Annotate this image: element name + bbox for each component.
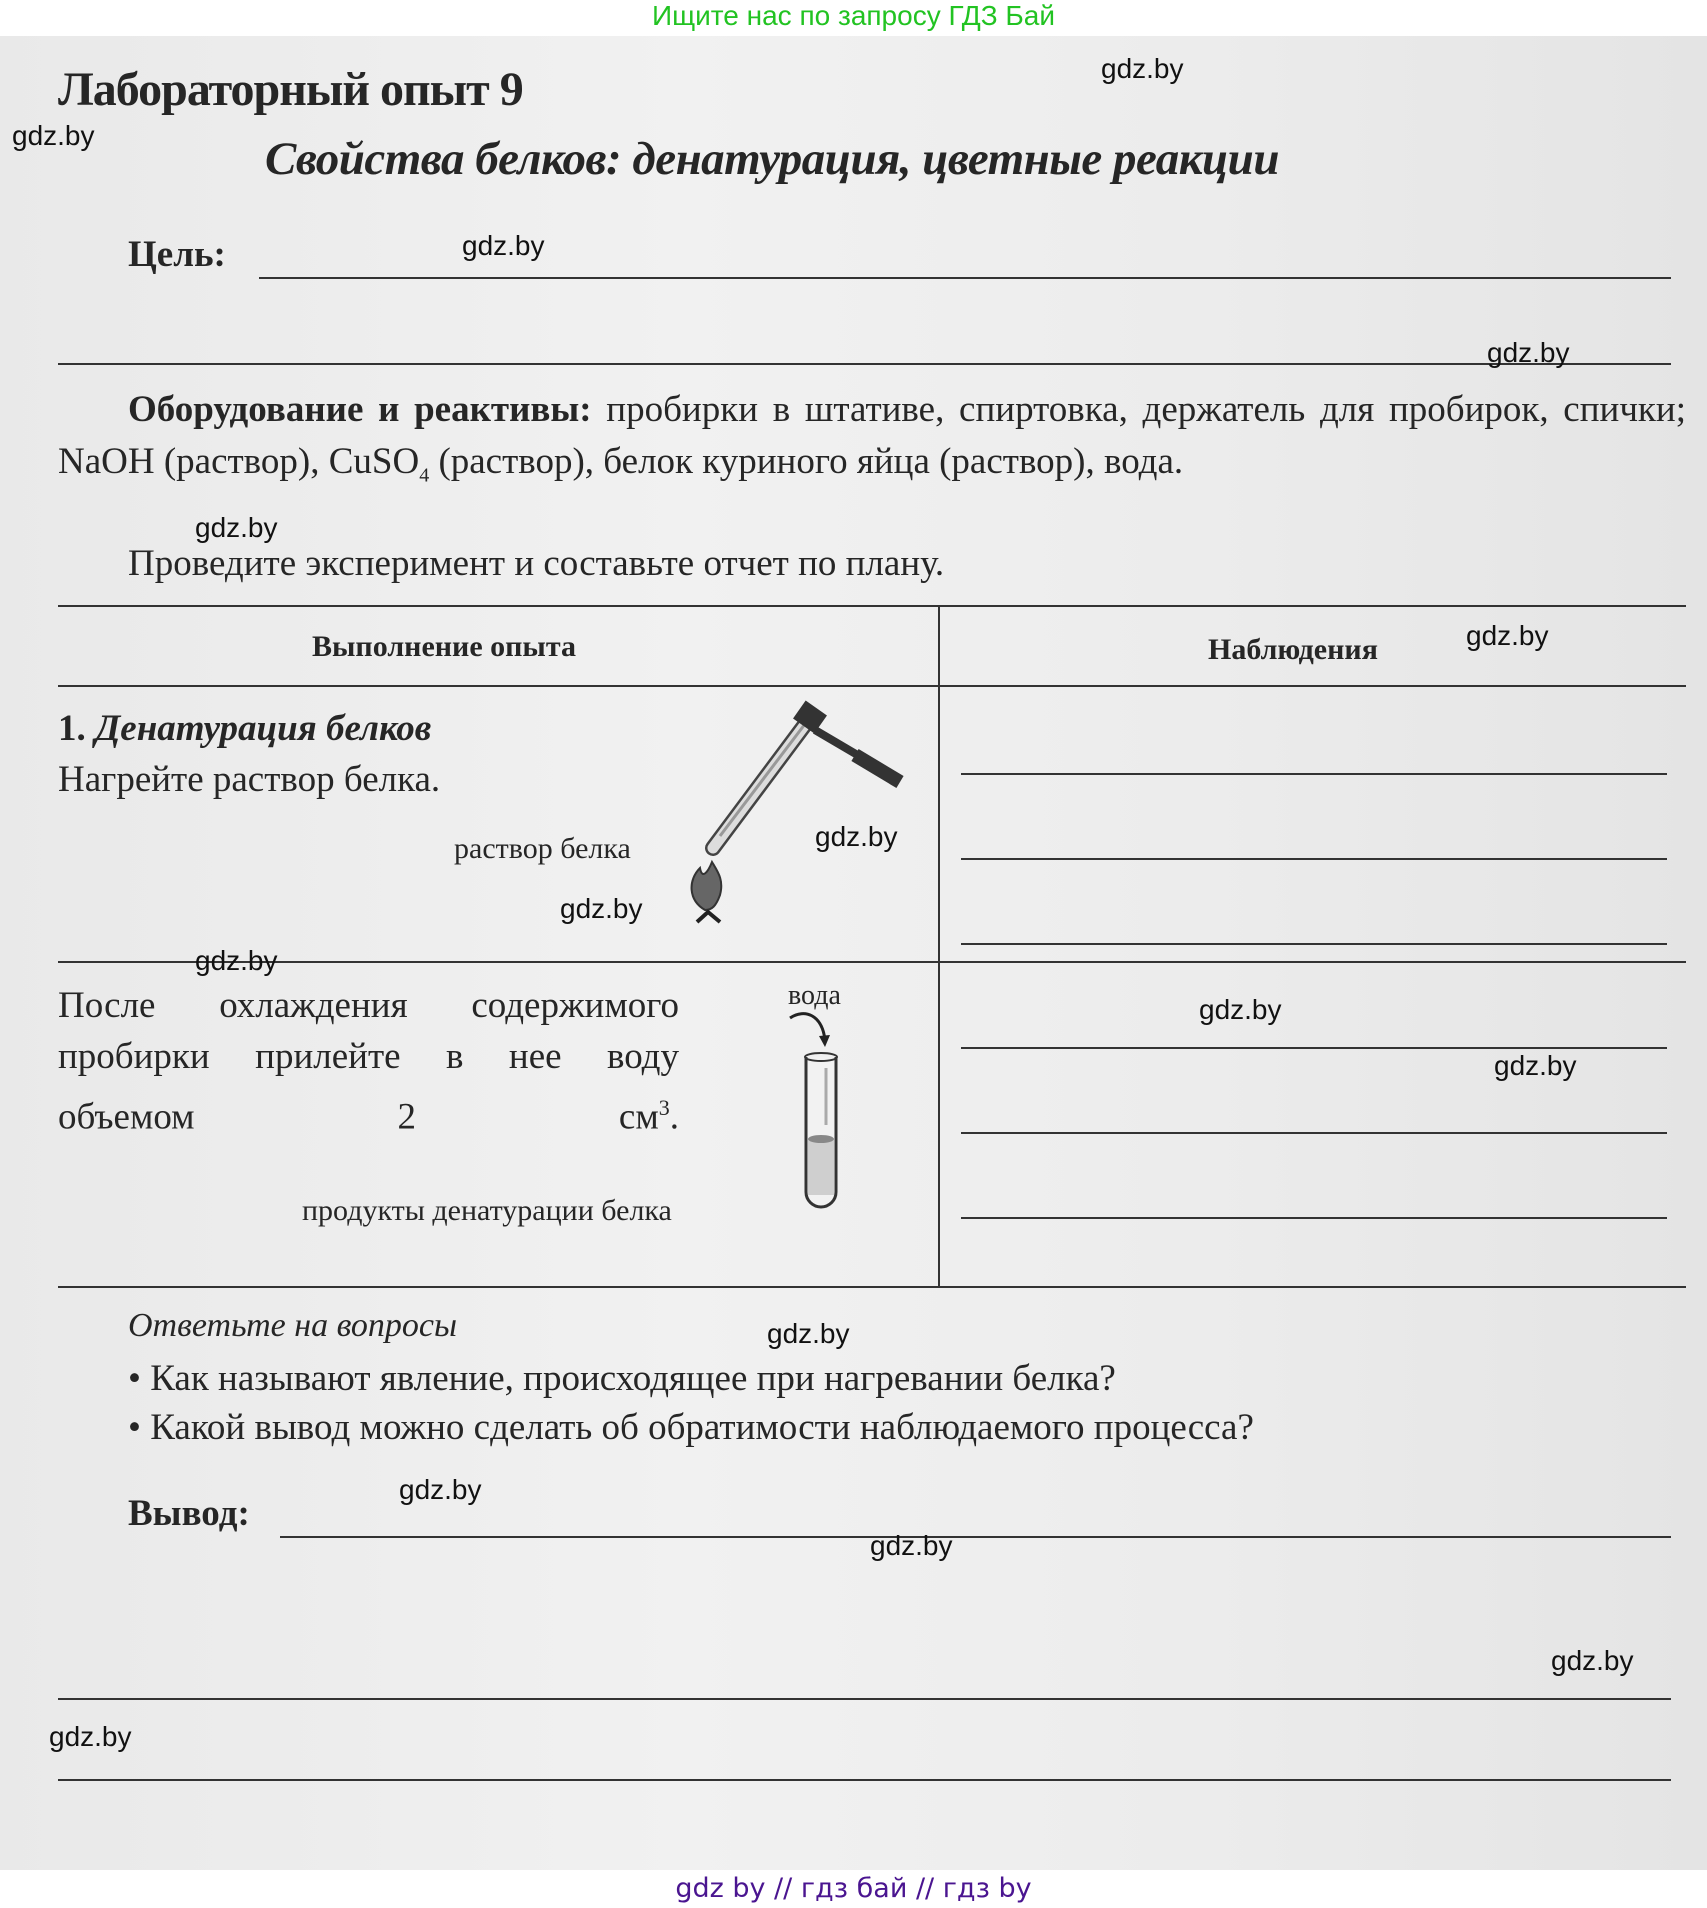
instruction-text: Проведите эксперимент и составьте отчет по плану. xyxy=(128,543,945,584)
row2-end: . xyxy=(669,1096,679,1138)
curved-arrow-icon xyxy=(790,1014,830,1047)
row2-body: После охлаждения содержимого пробирки прилейте в нее воду объемом 2 см xyxy=(58,985,679,1138)
watermark: gdz.by xyxy=(1466,620,1549,651)
equipment-label: Оборудование и реактивы: xyxy=(128,389,592,430)
figure-label-denaturation-products: продукты денатурации белка xyxy=(302,1194,672,1227)
questions-heading: Ответьте на вопросы xyxy=(128,1307,458,1344)
conclusion-answer-line[interactable] xyxy=(280,1536,1671,1538)
watermark: gdz.by xyxy=(870,1530,953,1561)
watermark: gdz.by xyxy=(12,120,95,151)
watermark: gdz.by xyxy=(560,893,643,924)
watermark: gdz.by xyxy=(1487,337,1570,368)
conclusion-label: Вывод: xyxy=(128,1493,250,1534)
conclusion-answer-line[interactable] xyxy=(58,1779,1671,1781)
watermark: gdz.by xyxy=(195,945,278,976)
watermark: gdz.by xyxy=(49,1721,132,1752)
watermark: gdz.by xyxy=(399,1474,482,1505)
watermark: gdz.by xyxy=(815,821,898,852)
watermark: gdz.by xyxy=(1494,1050,1577,1081)
watermark: gdz.by xyxy=(1101,53,1184,84)
subscript: 4 xyxy=(419,464,430,487)
equipment-text: пробирки в штативе, спиртовка, держатель для пробирок, спички; NaOH (раствор), CuSO xyxy=(58,389,1686,482)
conclusion-answer-line[interactable] xyxy=(58,1698,1671,1700)
table-header-procedure: Выполнение опыта xyxy=(312,630,576,663)
figure-label-water: вода xyxy=(788,980,841,1011)
tube-holder-icon xyxy=(793,701,900,782)
question-item: • Как называют явление, происходящее при нагревании белка? xyxy=(128,1358,1116,1399)
watermark: gdz.by xyxy=(1551,1645,1634,1676)
page-title: Лабораторный опыт 9 xyxy=(58,63,523,116)
footer-watermark: gdz by // гдз бай // гдз by xyxy=(675,1873,1032,1904)
superscript: 3 xyxy=(658,1095,670,1120)
watermark: gdz.by xyxy=(195,512,278,543)
figure-label-protein-solution: раствор белка xyxy=(454,832,631,865)
flame-icon xyxy=(692,862,722,922)
row1-number: 1. xyxy=(58,708,86,749)
page-subtitle: Свойства белков: денатурация, цветные реакции xyxy=(265,133,1279,185)
watermark: gdz.by xyxy=(767,1318,850,1349)
question-text: Какой вывод можно сделать об обратимости наблюдаемого процесса? xyxy=(150,1407,1254,1448)
row1-title: Денатурация белков xyxy=(95,708,432,749)
watermark: gdz.by xyxy=(462,230,545,261)
question-item: • Какой вывод можно сделать об обратимости наблюдаемого процесса? xyxy=(128,1407,1254,1448)
test-tube-icon xyxy=(805,1053,837,1207)
watermark: gdz.by xyxy=(1199,994,1282,1025)
search-banner: Ищите нас по запросу ГДЗ Бай xyxy=(651,0,1056,31)
row1-text: Нагрейте раствор белка. xyxy=(58,759,441,800)
heated-test-tube-icon xyxy=(713,718,810,848)
table-header-observations: Наблюдения xyxy=(1208,633,1378,666)
goal-label: Цель: xyxy=(128,234,226,275)
equipment-text-end: (раствор), белок куриного яйца (раствор), вода. xyxy=(429,441,1184,482)
question-text: Как называют явление, происходящее при нагревании белка? xyxy=(150,1358,1116,1399)
